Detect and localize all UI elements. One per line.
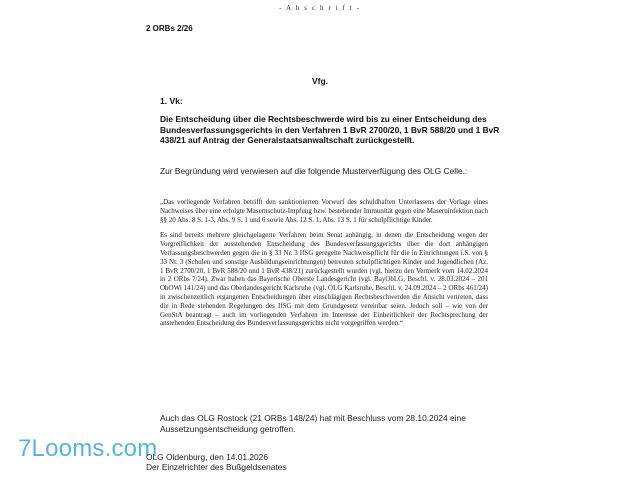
intro-paragraph: Zur Begründung wird verwiesen auf die folgende Musterverfügung des OLG Celle.: xyxy=(160,166,468,176)
quoted-ruling xyxy=(160,198,488,335)
signer-line: Der Einzelrichter des Bußgeldsenates xyxy=(146,462,287,472)
document-header-label: - A b s c h r i f t - xyxy=(279,4,361,12)
decision-paragraph: Die Entscheidung über die Rechtsbeschwerde wird bis zu einer Entscheidung des Bundesverfassungsgerichts in den Verfahren 1 BvR 2700/20, 1 BvR 588/20 und 1 BvR 438/21 auf Antrag der Generalstaatsanwaltschaft zurückgestellt. xyxy=(160,114,500,146)
quote-paragraph-1: „Das vorliegende Verfahren betrifft den sanktionierten Vorwurf des schuldhaften Unterlassens der Vorlage eines Nachweises über eine erfolgte Masernschutz-Impfung bzw. bestehender Immunität gegen eine Maserninfektion nach §§ 20 Abs. 8 S. 1-3, Abs. 9 S. 1 und 6 sowie Abs. 12 S. 1, Abs. 13 S. 1 für schulpflichtige Kinder. xyxy=(160,198,488,224)
place-date-line: OLG Oldenburg, den 14.01.2026 xyxy=(146,452,268,462)
document-title: Vfg. xyxy=(311,76,329,86)
quote-paragraph-2: Es sind bereits mehrere gleichgelagerte Verfahren beim Senat anhängig, in denen die Entscheidung wegen der Vorgreiflichkeit der ausstehenden Entscheidung des Bundesverfassungsgerichts über die dort anhängigen Verfassungsbeschwerden gegen die in § 33 Nr. 3 IfSG geregelte Nachweispflicht für die in Einrichtungen i.S. von § 33 Nr. 3 (Schulen und sonstige Ausbildungseinrichtungen) betreuten schulpflichtigen Kinder und Jugendlichen (Az. 1 BvR 2700/20, 1 BvR 588/20 und 1 BvR 438/21) zurückgestellt wurden (vgl. hierzu den Vermerk vom 14.02.2024 in 2 ORbs 7/24). Zwar haben das Bayerische Oberste Landesgericht (vgl. BayObLG, Beschl. v. 28.03.2024 – 201 ObOWi 141/24) und das Oberlandesgericht Karlsruhe (vgl. OLG Karlsruhe, Beschl. v. 24.09.2024 – 2 ORbs 461/24) in zwischenzeitlich ergangenen Entscheidungen über einschlägigen Rechtsbeschwerden die Ansicht vertreten, dass die in Rede stehenden Regelungen des IfSG mit dem Grundgesetz vereinbar seien. Jedoch soll – wie von der GenStA beantragt – auch im vorliegenden Verfahren im Interesse der Einheitlichkeit der Rechtsprechung der anstehenden Entscheidung des Bundesverfassungsgerichts nicht vorgegriffen werden.“ xyxy=(160,231,488,328)
watermark-logo: 7Looms.com xyxy=(18,435,158,462)
section-heading: 1. Vk: xyxy=(160,96,183,106)
case-reference: 2 ORBs 2/26 xyxy=(146,24,193,33)
rostock-paragraph: Auch das OLG Rostock (21 ORBs 148/24) hat mit Beschluss vom 28.10.2024 eine Aussetzungsentscheidung getroffen. xyxy=(160,413,466,434)
